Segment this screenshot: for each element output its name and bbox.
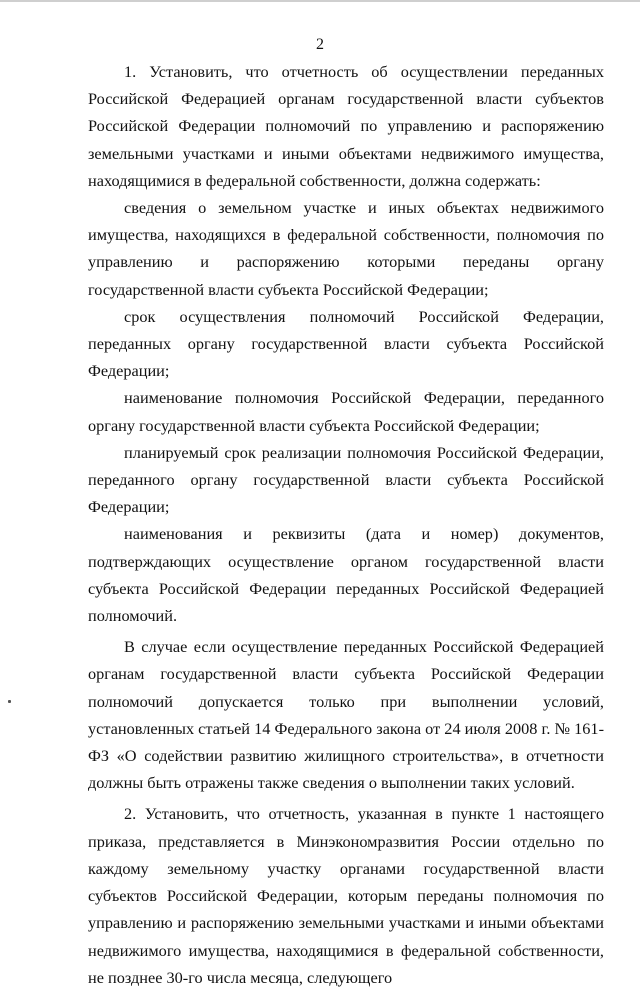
document-body bbox=[88, 58, 604, 991]
scan-speck bbox=[8, 700, 11, 703]
paragraph-2: сведения о земельном участке и иных объектах недвижимого имущества, находящихся в федеральной собственности, полномочия по управлению и распоряжению которыми переданы органу государственной власти субъекта Российской Федерации; bbox=[88, 198, 604, 299]
paragraph-3: срок осуществления полномочий Российской Федерации, переданных органу государственной власти субъекта Российской Федерации; bbox=[88, 306, 604, 381]
paragraph-1: 1. Установить, что отчетность об осуществлении переданных Российской Федерацией органам государственной власти субъектов Российской Федерации полномочий по управлению и распоряжению земельными участками и иными объектами недвижимого имущества, находящимися в федеральной собственности, должна содержать: bbox=[88, 62, 604, 190]
paragraph-8: 2. Установить, что отчетность, указанная в пункте 1 настоящего приказа, представляется в Минэкономразвития России отдельно по каждому земельному участку органами государственной власти субъектов Российской Федерации, которым переданы полномочия по управлению и распоряжению земельными участками и иными объектами недвижимого имущества, находящимися в федеральной собственности, не позднее 30-го числа месяца, следующего bbox=[88, 804, 604, 987]
paragraph-6: наименования и реквизиты (дата и номер) документов, подтверждающих осуществление органом государственной власти субъекта Российской Федерации переданных Российской Федерацией полномочий. bbox=[88, 524, 604, 626]
page-number: 2 bbox=[316, 36, 324, 53]
page-top-edge bbox=[0, 0, 640, 2]
paragraph-4: наименование полномочия Российской Федерации, переданного органу государственной власти субъекта Российской Федерации; bbox=[88, 388, 604, 435]
paragraph-7: В случае если осуществление переданных Российской Федерацией органам государственной власти субъекта Российской Федерации полномочий допускается только при выполнении условий, установленных статьей 14 Федерального закона от 24 июля 2008 г. № 161-ФЗ «О содействии развитию жилищного строительства», в отчетности должны быть отражены также сведения о выполнении таких условий. bbox=[88, 637, 604, 793]
paragraph-5: планируемый срок реализации полномочия Российской Федерации, переданного органу государственной власти субъекта Российской Федерации; bbox=[88, 442, 604, 517]
